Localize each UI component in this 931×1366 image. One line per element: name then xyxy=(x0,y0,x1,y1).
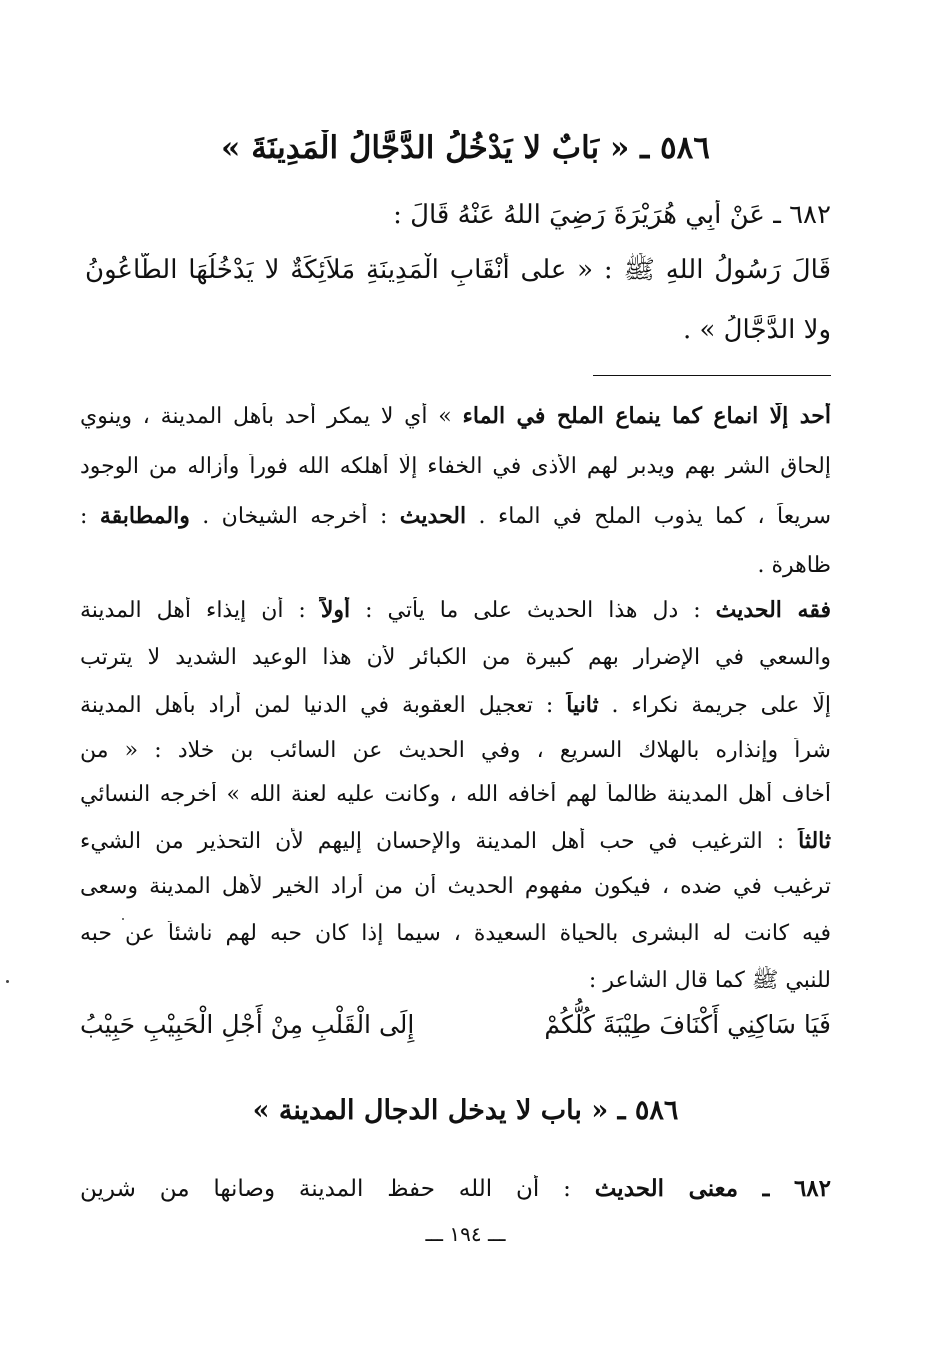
commentary-emphasis: أحد إلّا انماع كما ينماع الملح في الماء xyxy=(462,403,831,429)
meaning-text: : أن الله حفظ المدينة وصانها من شرين xyxy=(80,1176,595,1202)
hadith-line-2: ولا الدَّجَّالُ » . xyxy=(682,315,831,345)
footnote-separator xyxy=(593,375,831,376)
fiqh-line-8: فيه كانت له البشرى بالحياة السعيدة ، سيما إذا كان حبه لهم ناشئاً عن حبه xyxy=(80,921,831,946)
commentary-line-2: إلحاق الشر بهم ويدبر لهم الأذى في الخفاء إلّا أهلكه الله فوراً وأزاله من الوجود xyxy=(80,454,831,479)
commentary-line-3 xyxy=(80,503,831,529)
second-label: ثانياً xyxy=(566,692,599,718)
page-number: ـــ ١٩٤ ـــ xyxy=(425,1222,506,1246)
scan-speck xyxy=(6,980,9,983)
commentary-text: : xyxy=(80,504,100,529)
hadith-label: الحديث xyxy=(399,503,467,529)
fiqh-line-6 xyxy=(80,828,831,854)
fiqh-text: : أن إيذاء أهل المدينة xyxy=(80,598,321,623)
meaning-line xyxy=(80,1175,831,1202)
hadith-header: ٦٨٢ ـ عَنْ أَبِي هُرَيْرَةَ رَضِيَ اللهُ عَنْهُ قَالَ : xyxy=(393,200,831,230)
correspondence-label: والمطابقة xyxy=(99,503,190,529)
fiqh-text: : دل هذا الحديث على ما يأتي : xyxy=(350,598,716,623)
first-label: أولاً xyxy=(320,597,351,623)
commentary-text: : أخرجه الشيخان . xyxy=(189,504,400,529)
fiqh-text: : تعجيل العقوبة في الدنيا لمن أراد بأهل المدينة xyxy=(80,693,567,718)
scan-speck xyxy=(122,918,124,920)
fiqh-line-7: ترغيب في ضده ، فيكون مفهوم الحديث أن من أراد الخير لأهل المدينة وسعى xyxy=(80,874,831,899)
commentary-line-4: ظاهرة . xyxy=(757,553,831,578)
commentary-text: » أي لا يمكر أحد بأهل المدينة ، وينوي xyxy=(80,404,463,429)
fiqh-text: إلّا على جريمة نكراء . xyxy=(598,693,831,718)
fiqh-line-4: شراً وإنذاره بالهلاك السريع ، وفي الحديث عن السائب بن خلاد : « من xyxy=(80,738,831,763)
chapter-title: ٥٨٦ ـ « بَابٌ لا يَدْخُلُ الدَّجَّالُ الْمَدِينَةَ » xyxy=(221,130,710,166)
fiqh-line-9: للنبي ﷺ كما قال الشاعر : xyxy=(588,968,831,993)
meaning-label: ٦٨٢ ـ معنى الحديث xyxy=(594,1175,831,1202)
verse-left-hemistich: إِلَى الْقَلْبِ مِنْ أَجْلِ الْحَبِيْبِ حَبِيْبُ xyxy=(80,1010,415,1039)
third-label: ثالثاً xyxy=(798,828,831,854)
commentary-line-1 xyxy=(80,403,831,429)
hadith-line-1: قَالَ رَسُولُ اللهِ ﷺ : « على أَنْقَابِ الْمَدِينَةِ مَلاَئِكَةٌ لا يَدْخُلُهَا الطَّاعُونُ xyxy=(85,255,831,285)
fiqh-line-2: والسعي في الإضرار بهم كبيرة من الكبائر لأن هذا الوعيد الشديد لا يترتب xyxy=(80,645,831,670)
fiqh-line-5: أخاف أهل المدينة ظالماً لهم أخافه الله ، وكانت عليه لعنة الله » أخرجه النسائي xyxy=(80,782,831,807)
verse-right-hemistich: فَيَا سَاكِنِي أَكْنَافَ طِيْبَةَ كُلُّكُمْ xyxy=(544,1010,831,1039)
fiqh-text: : الترغيب في حب أهل المدينة والإحسان إليهم لأن التحذير من الشيء xyxy=(80,829,799,854)
commentary-text: سريعاً ، كما يذوب الملح في الماء . xyxy=(466,504,831,529)
section-title: ٥٨٦ ـ « باب لا يدخل الدجال المدينة » xyxy=(252,1095,679,1126)
fiqh-label: فقه الحديث xyxy=(715,597,831,623)
fiqh-line-3 xyxy=(80,692,831,718)
fiqh-line-1 xyxy=(80,597,831,623)
